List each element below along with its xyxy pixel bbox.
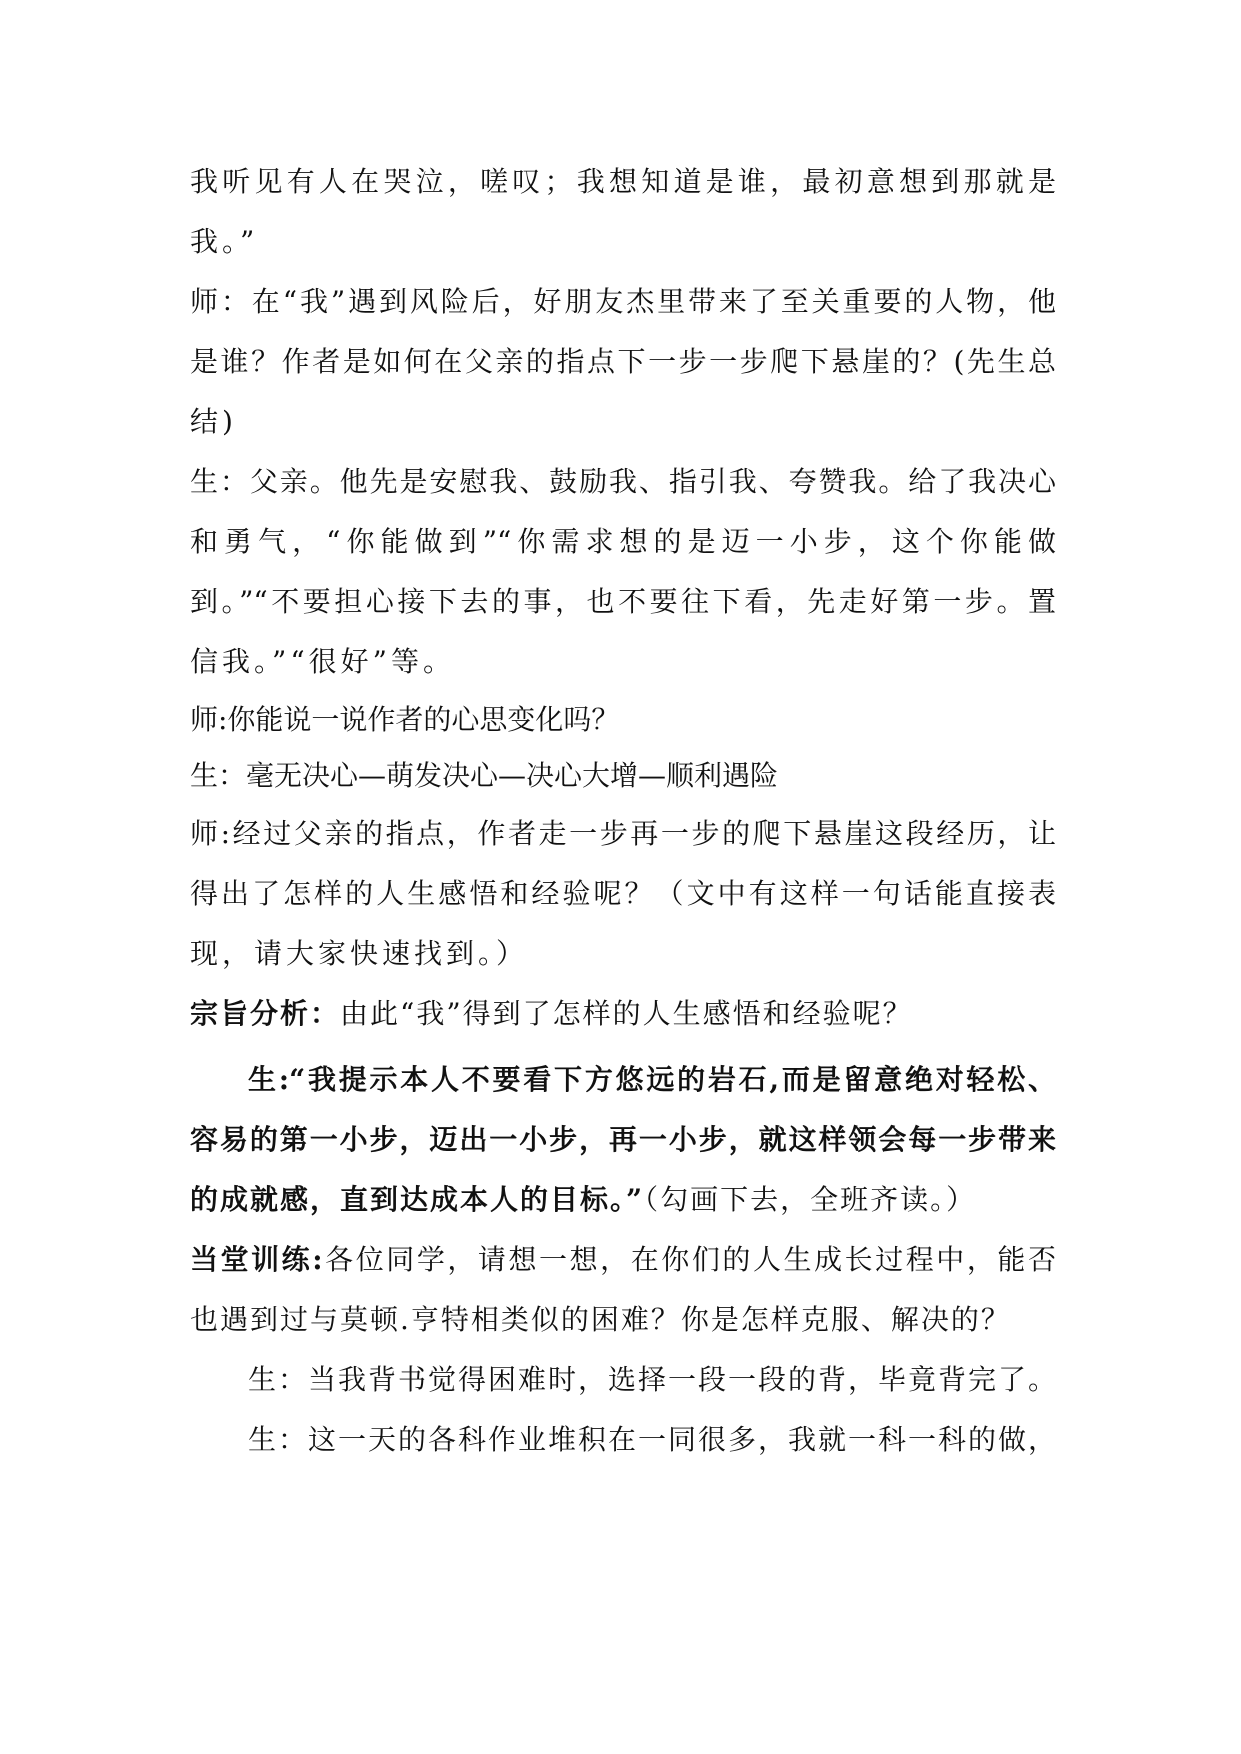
teacher-line: 师:经过父亲的指点，作者走一步再一步的爬下悬崖这段经历，让 — [190, 817, 1056, 850]
theme-analysis-text: 由此“我”得到了怎样的人生感悟和经验呢？ — [340, 997, 913, 1030]
key-quote-end: 的成就感，直到达成本人的目标。” — [190, 1183, 645, 1216]
text-line: 我听见有人在哭泣，嗟叹；我想知道是谁，最初意想到那就是 — [190, 165, 1056, 198]
theme-analysis-label: 宗旨分析： — [190, 997, 341, 1030]
teacher-line: 是谁？作者是如何在父亲的指点下一步一步爬下悬崖的？(先生总 — [190, 345, 1056, 378]
student-answer: 生：这一天的各科作业堆积在一同很多，我就一科一科的做， — [248, 1423, 1059, 1456]
document-body — [190, 152, 1059, 1470]
key-quote-line — [190, 1170, 1056, 1230]
teacher-question: 师:你能说一说作者的心思变化吗？ — [190, 703, 620, 736]
key-quote-line: 生:“我提示本人不要看下方悠远的岩石,而是留意绝对轻松、 — [248, 1063, 1056, 1096]
student-line: 生：父亲。他先是安慰我、鼓励我、指引我、夸赞我。给了我决心 — [190, 465, 1056, 498]
text-line: 我。” — [190, 225, 259, 258]
student-line: 到。”“不要担心接下去的事，也不要往下看，先走好第一步。置 — [190, 585, 1056, 618]
key-quote-note: （勾画下去，全班齐读。） — [644, 1183, 977, 1216]
practice-line: 也遇到过与莫顿.亨特相类似的困难？你是怎样克服、解决的？ — [190, 1303, 1011, 1336]
student-line: 信我。”“很好”等。 — [190, 645, 455, 678]
student-line: 和勇气，“你能做到”“你需求想的是迈一小步，这个你能做 — [190, 525, 1056, 558]
practice-text: 各位同学，请想一想，在你们的人生成长过程中，能否 — [322, 1243, 1056, 1276]
student-answer: 生：毫无决心—萌发决心—决心大增—顺利遇险 — [190, 759, 779, 792]
teacher-line: 结) — [190, 405, 237, 438]
practice-label: 当堂训练: — [190, 1243, 323, 1276]
teacher-line: 师：在“我”遇到风险后，好朋友杰里带来了至关重要的人物，他 — [190, 285, 1056, 318]
teacher-line: 得出了怎样的人生感悟和经验呢？（文中有这样一句话能直接表 — [190, 877, 1056, 910]
teacher-line: 现，请大家快速找到。） — [190, 937, 529, 970]
student-answer: 生：当我背书觉得困难时，选择一段一段的背，毕竟背完了。 — [248, 1363, 1059, 1396]
key-quote-line: 容易的第一小步，迈出一小步，再一小步，就这样领会每一步带来 — [190, 1123, 1056, 1156]
theme-analysis — [190, 984, 1056, 1044]
practice-line — [190, 1230, 1056, 1290]
